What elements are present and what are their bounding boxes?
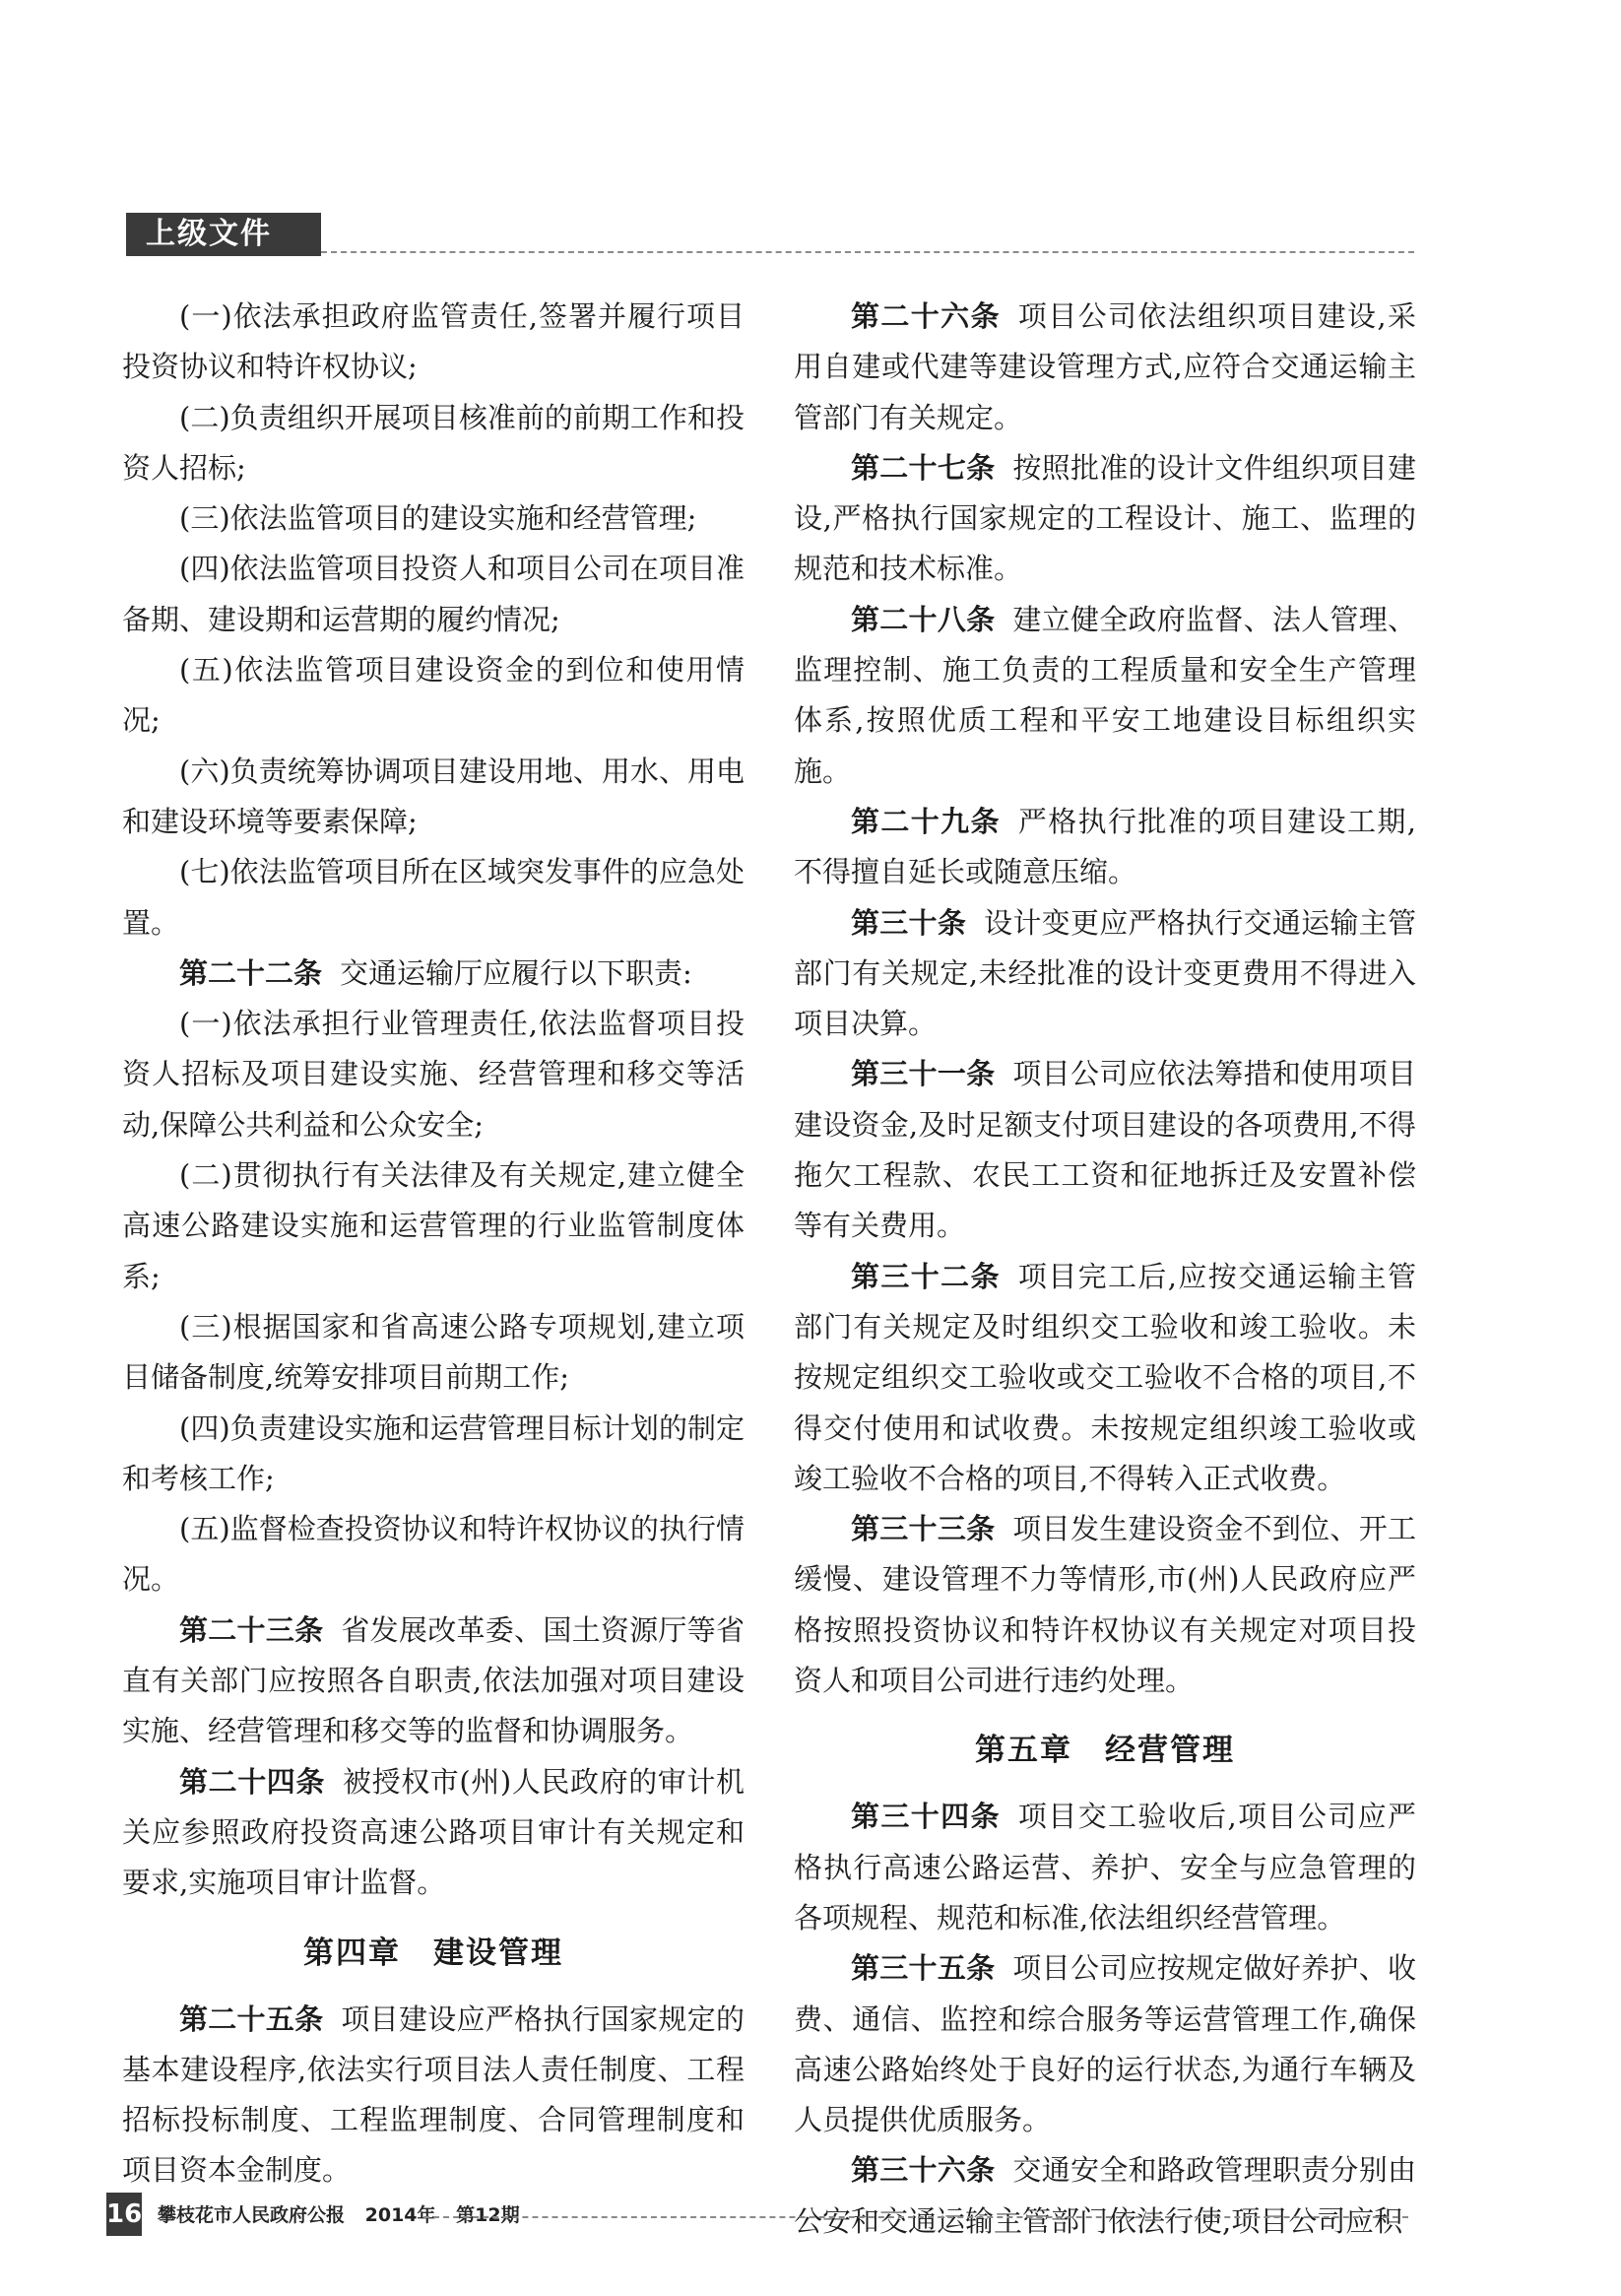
article-number: 第三十二条 (851, 1259, 1001, 1293)
article-number: 第三十五条 (851, 1951, 996, 1986)
footer-publication-info (158, 2200, 534, 2230)
clause-paragraph (122, 747, 745, 848)
paragraph-text: 项目公司依法组织项目建设,采用自建或代建等建设管理方式,应符合交通运输主管部门有关规定。 (794, 299, 1416, 434)
clause-paragraph (122, 1504, 745, 1606)
article-number: 第三十四条 (851, 1800, 1001, 1834)
clause-paragraph (122, 847, 745, 949)
section-label: 上级文件 (146, 217, 272, 251)
article-number: 第二十八条 (851, 602, 996, 636)
paragraph-text: 交通运输厅应履行以下职责: (340, 955, 692, 990)
article-paragraph (794, 443, 1416, 595)
article-number: 第三十条 (851, 905, 967, 940)
paragraph-text: (五)监督检查投资协议和特许权协议的执行情况。 (122, 1512, 745, 1597)
paragraph-text: 按照批准的设计文件组织项目建设,严格执行国家规定的工程设计、施工、监理的规范和技术标准。 (794, 450, 1416, 586)
paragraph-text: 省发展改革委、国土资源厅等省直有关部门应按照各自职责,依法加强对项目建设实施、经营管理和移交等的监督和协调服务。 (122, 1612, 745, 1748)
paragraph-text: (三)根据国家和省高速公路专项规划,建立项目储备制度,统筹安排项目前期工作; (122, 1309, 745, 1395)
article-number: 第三十三条 (851, 1512, 996, 1546)
paragraph-text: (一)依法承担行业管理责任,依法监督项目投资人招标及项目建设实施、经营管理和移交等活动,保障公共利益和公众安全; (122, 1007, 745, 1142)
clause-paragraph (122, 1302, 745, 1404)
chapter-heading: 第五章 经营管理 (975, 1733, 1235, 1769)
article-paragraph (794, 898, 1416, 1050)
clause-paragraph (122, 493, 745, 544)
article-paragraph (794, 595, 1416, 797)
paragraph-text: (二)负责组织开展项目核准前的前期工作和投资人招标; (122, 400, 745, 485)
paragraph-text: 项目建设应严格执行国家规定的基本建设程序,依法实行项目法人责任制度、工程招标投标制度、工程监理制度、合同管理制度和项目资本金制度。 (122, 2001, 745, 2188)
paragraph-text: 建立健全政府监督、法人管理、监理控制、施工负责的工程质量和安全生产管理体系,按照优质工程和平安工地建设目标组织实施。 (794, 602, 1416, 788)
article-paragraph (794, 797, 1416, 898)
article-number: 第二十六条 (851, 299, 1001, 333)
clause-paragraph (122, 544, 745, 645)
article-number: 第二十四条 (179, 1764, 325, 1799)
chapter-heading: 第四章 建设管理 (303, 1935, 563, 1971)
clause-paragraph (122, 1150, 745, 1302)
paragraph-text: 项目公司应按规定做好养护、收费、通信、监控和综合服务等运营管理工作,确保高速公路始终处于良好的运行状态,为通行车辆及人员提供优质服务。 (794, 1951, 1416, 2137)
article-paragraph (122, 1757, 745, 1909)
paragraph-text: 严格执行批准的项目建设工期,不得擅自延长或随意压缩。 (794, 804, 1416, 889)
paragraph-text: 项目发生建设资金不到位、开工缓慢、建设管理不力等情形,市(州)人民政府应严格按照投资协议和特许权协议有关规定对项目投资人和项目公司进行违约处理。 (794, 1512, 1416, 1698)
paragraph-text: (四)依法监管项目投资人和项目公司在项目准备期、建设期和运营期的履约情况; (122, 552, 745, 636)
publication-year: 2014年 (364, 2204, 436, 2226)
publication-name: 攀枝花市人民政府公报 (158, 2204, 346, 2226)
article-paragraph (794, 292, 1416, 443)
article-paragraph (122, 1606, 745, 1757)
right-text-column (794, 292, 1416, 2247)
clause-paragraph (122, 393, 745, 494)
footer-divider (423, 2216, 1408, 2218)
left-text-column (122, 292, 745, 2197)
paragraph-text: 项目完工后,应按交通运输主管部门有关规定及时组织交工验收和竣工验收。未按规定组织交工验收或交工验收不合格的项目,不得交付使用和试收费。未按规定组织竣工验收或竣工验收不合格的项目,不得转入正式收费。 (794, 1259, 1416, 1495)
clause-paragraph (122, 292, 745, 393)
article-paragraph (122, 949, 745, 999)
article-number: 第二十九条 (851, 804, 1001, 838)
paragraph-text: 项目交工验收后,项目公司应严格执行高速公路运营、养护、安全与应急管理的各项规程、规范和标准,依法组织经营管理。 (794, 1800, 1416, 1935)
paragraph-text: (四)负责建设实施和运营管理目标计划的制定和考核工作; (122, 1410, 745, 1495)
publication-issue: 第12期 (456, 2204, 520, 2226)
paragraph-text: 设计变更应严格执行交通运输主管部门有关规定,未经批准的设计变更费用不得进入项目决算。 (794, 905, 1416, 1041)
article-paragraph (794, 1943, 1416, 2145)
article-number: 第三十一条 (851, 1057, 996, 1091)
paragraph-text: (六)负责统筹协调项目建设用地、用水、用电和建设环境等要素保障; (122, 754, 745, 838)
paragraph-text: (二)贯彻执行有关法律及有关规定,建立健全高速公路建设实施和运营管理的行业监管制度体系; (122, 1158, 745, 1293)
header-divider (321, 251, 1414, 253)
article-number: 第二十七条 (851, 450, 996, 485)
article-paragraph (794, 1252, 1416, 1504)
article-paragraph (794, 2145, 1416, 2247)
article-paragraph (794, 1792, 1416, 1943)
paragraph-text: (一)依法承担政府监管责任,签署并履行项目投资协议和特许权协议; (122, 299, 745, 384)
paragraph-text: 项目公司应依法筹措和使用项目建设资金,及时足额支付项目建设的各项费用,不得拖欠工程款、农民工工资和征地拆迁及安置补偿等有关费用。 (794, 1057, 1416, 1243)
article-number: 第三十六条 (851, 2153, 996, 2188)
article-number: 第二十二条 (179, 955, 323, 990)
clause-paragraph (122, 1404, 745, 1505)
paragraph-text: 交通安全和路政管理职责分别由公安和交通运输主管部门依法行使,项目公司应积 (794, 2153, 1416, 2238)
paragraph-text: (三)依法监管项目的建设实施和经营管理; (179, 501, 697, 536)
paragraph-text: (五)依法监管项目建设资金的到位和使用情况; (122, 653, 745, 738)
clause-paragraph (122, 645, 745, 747)
clause-paragraph (122, 999, 745, 1150)
article-number: 第二十三条 (179, 1612, 324, 1647)
page-number: 16 (106, 2193, 142, 2236)
article-paragraph (794, 1504, 1416, 1706)
paragraph-text: (七)依法监管项目所在区域突发事件的应急处置。 (122, 855, 745, 940)
article-paragraph (794, 1049, 1416, 1251)
article-number: 第二十五条 (179, 2001, 324, 2036)
article-paragraph (122, 1995, 745, 2197)
section-header-tab (126, 213, 321, 256)
paragraph-text: 被授权市(州)人民政府的审计机关应参照政府投资高速公路项目审计有关规定和要求,实施项目审计监督。 (122, 1764, 745, 1900)
